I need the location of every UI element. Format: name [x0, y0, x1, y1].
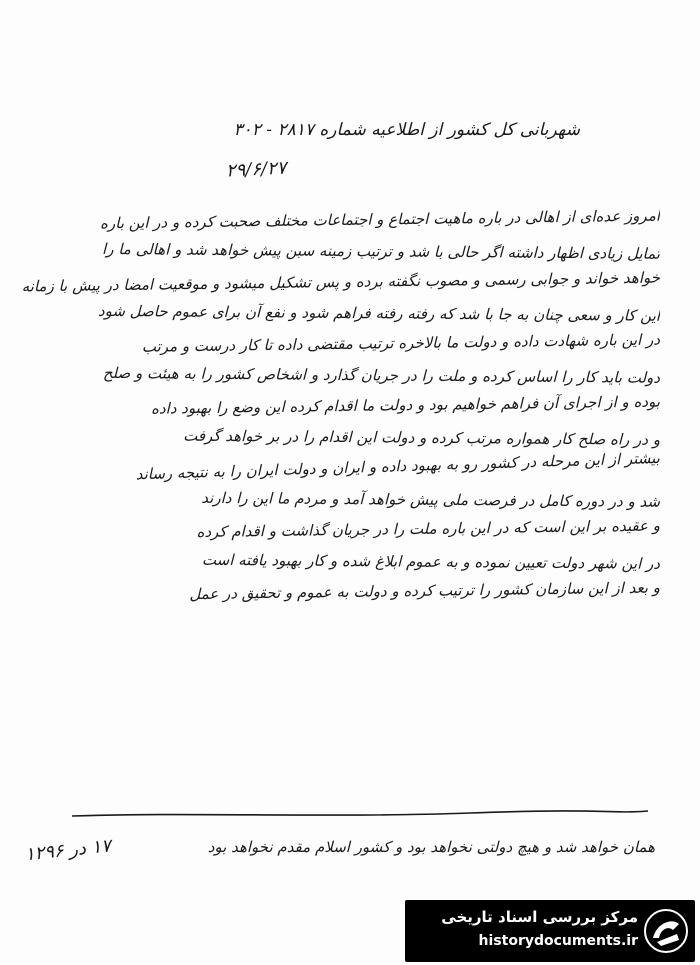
body-line: بوده و از اجرای آن فراهم خواهیم بود و دولت ما اقدام کرده این وضع را بهبود داده [150, 392, 661, 418]
body-line: دولت باید کار را اساس کرده و ملت را در جریان گذارد و اشخاص کشور را به هیئت و صلح [102, 363, 661, 387]
body-line: شد و در دوره کامل در فرصت ملی پیش خواهد آمد و مردم ما این را دارند [201, 488, 661, 511]
handwritten-underline [70, 808, 650, 820]
body-line: تمایل زیادی اظهار داشته اگر حالی با شد و ترتیب زمینه سبن پیش خواهد شد و اهالی ما را [101, 239, 661, 263]
watermark-url: historydocuments.ir [478, 933, 638, 949]
letter-date: ۲۹/۶/۲۷ [225, 157, 287, 182]
closing-line: همان خواهد شد و هیچ دولتی نخواهد بود و کشور اسلام مقدم نخواهد بود [207, 838, 655, 856]
body-line: و در راه صلح کار همواره مرتب کرده و دولت این اقدام را در بر خواهد گرفت [183, 426, 661, 449]
body-line: امروز عده‌ای از اهالی در باره ماهیت اجتماع و اجتماعات مختلف صحبت کرده و در این باره [99, 206, 661, 233]
signature: ۱۷ در ۱۲۹۶ [23, 835, 112, 866]
header-reference-number: ۲۸۱۷ - ۳۰۲ [233, 120, 314, 140]
body-line: در این باره شهادت داده و دولت ما بالاخره ترتیب مقتضی داده تا کار درست و مرتب [141, 330, 661, 356]
body-line: بیشتر از این مرحله در کشور رو به بهبود داده و ایران و دولت ایران را به نتیجه رساند [135, 448, 661, 484]
letter-body [20, 205, 660, 835]
header-text: شهربانی کل کشور از اطلاعیه شماره [319, 120, 580, 140]
body-line: و بعد از این سازمان کشور را ترتیب کرده و دولت به عموم و تحقیق در عمل [189, 578, 661, 604]
body-line: این کار و سعی چنان به جا با شد که رفته رفته فراهم شود و نفع آن برای عموم حاصل شود [97, 301, 661, 325]
body-line: در این شهر دولت تعیین نموده و به عموم ابلاغ شده و کار بهبود یافته است [201, 550, 661, 573]
watermark-banner [405, 900, 695, 962]
archive-logo-icon [643, 908, 689, 954]
body-line: خواهد خواند و جوابی رسمی و مصوب نگفته برده و پس تشکیل میشود و موقعیت امضا در پیش با زمانه [21, 268, 661, 296]
body-line: و عقیده بر این است که در این باره ملت را در جریان گذاشت و اقدام کرده [196, 516, 661, 542]
letter-header [220, 120, 580, 150]
watermark-title: مرکز بررسی اسناد تاریخی [441, 908, 638, 926]
